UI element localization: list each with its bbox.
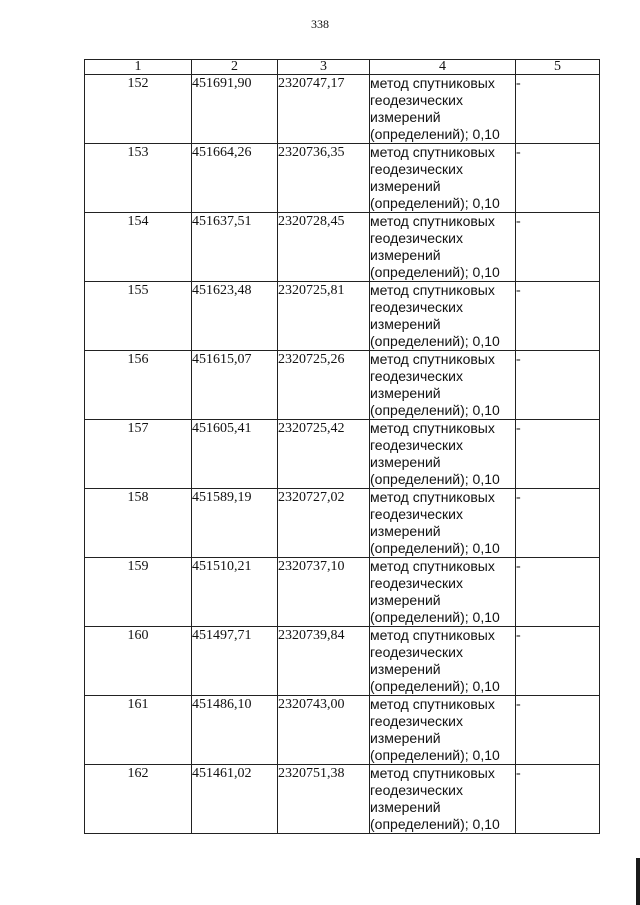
method-accuracy xyxy=(370,213,516,282)
coordinate-y: 2320743,00 xyxy=(278,696,370,765)
method-line: (определений); 0,10 xyxy=(370,195,500,211)
table-row xyxy=(85,144,600,213)
method-line: измерений xyxy=(370,247,441,263)
table-row xyxy=(85,627,600,696)
point-number: 152 xyxy=(85,75,192,144)
point-number: 156 xyxy=(85,351,192,420)
note-value: - xyxy=(516,489,600,558)
header-col-3: 3 xyxy=(278,60,370,75)
coordinate-y: 2320751,38 xyxy=(278,765,370,834)
table-row xyxy=(85,351,600,420)
method-line: геодезических xyxy=(370,92,463,108)
method-line: метод спутниковых xyxy=(370,144,495,160)
coordinate-x: 451461,02 xyxy=(192,765,278,834)
method-line: геодезических xyxy=(370,299,463,315)
table-row xyxy=(85,75,600,144)
method-accuracy xyxy=(370,627,516,696)
coordinates-table xyxy=(84,59,600,834)
note-value: - xyxy=(516,351,600,420)
page-number: 338 xyxy=(311,17,329,31)
header-col-4: 4 xyxy=(370,60,516,75)
header-row xyxy=(85,60,600,75)
point-number: 155 xyxy=(85,282,192,351)
method-line: (определений); 0,10 xyxy=(370,471,500,487)
method-line: метод спутниковых xyxy=(370,765,495,781)
method-line: (определений); 0,10 xyxy=(370,402,500,418)
coordinate-y: 2320728,45 xyxy=(278,213,370,282)
coordinate-x: 451589,19 xyxy=(192,489,278,558)
method-line: (определений); 0,10 xyxy=(370,609,500,625)
table-row xyxy=(85,765,600,834)
method-accuracy xyxy=(370,420,516,489)
point-number: 154 xyxy=(85,213,192,282)
method-line: геодезических xyxy=(370,506,463,522)
point-number: 153 xyxy=(85,144,192,213)
method-accuracy xyxy=(370,144,516,213)
point-number: 160 xyxy=(85,627,192,696)
method-line: метод спутниковых xyxy=(370,696,495,712)
table-row xyxy=(85,558,600,627)
note-value: - xyxy=(516,420,600,489)
coordinate-x: 451605,41 xyxy=(192,420,278,489)
table-row xyxy=(85,420,600,489)
header-col-1: 1 xyxy=(85,60,192,75)
method-line: геодезических xyxy=(370,713,463,729)
coordinate-y: 2320736,35 xyxy=(278,144,370,213)
point-number: 159 xyxy=(85,558,192,627)
coordinate-x: 451615,07 xyxy=(192,351,278,420)
method-line: геодезических xyxy=(370,575,463,591)
note-value: - xyxy=(516,765,600,834)
method-accuracy xyxy=(370,696,516,765)
method-line: геодезических xyxy=(370,161,463,177)
coordinate-y: 2320739,84 xyxy=(278,627,370,696)
coordinate-x: 451486,10 xyxy=(192,696,278,765)
scan-edge-mark xyxy=(636,858,640,905)
coordinate-y: 2320725,26 xyxy=(278,351,370,420)
coordinate-y: 2320727,02 xyxy=(278,489,370,558)
method-line: метод спутниковых xyxy=(370,627,495,643)
point-number: 161 xyxy=(85,696,192,765)
method-line: метод спутниковых xyxy=(370,489,495,505)
method-accuracy xyxy=(370,558,516,627)
note-value: - xyxy=(516,627,600,696)
method-line: (определений); 0,10 xyxy=(370,333,500,349)
table-row xyxy=(85,489,600,558)
coordinate-x: 451510,21 xyxy=(192,558,278,627)
note-value: - xyxy=(516,213,600,282)
method-line: геодезических xyxy=(370,644,463,660)
method-line: геодезических xyxy=(370,437,463,453)
coordinate-y: 2320725,81 xyxy=(278,282,370,351)
method-line: (определений); 0,10 xyxy=(370,816,500,832)
header-col-2: 2 xyxy=(192,60,278,75)
coordinate-y: 2320725,42 xyxy=(278,420,370,489)
method-line: геодезических xyxy=(370,230,463,246)
method-line: измерений xyxy=(370,316,441,332)
table-row xyxy=(85,213,600,282)
method-line: геодезических xyxy=(370,368,463,384)
method-line: метод спутниковых xyxy=(370,75,495,91)
method-line: (определений); 0,10 xyxy=(370,264,500,280)
method-accuracy xyxy=(370,75,516,144)
table-body xyxy=(85,75,600,834)
note-value: - xyxy=(516,75,600,144)
method-line: измерений xyxy=(370,109,441,125)
note-value: - xyxy=(516,558,600,627)
method-line: метод спутниковых xyxy=(370,282,495,298)
coordinate-y: 2320737,10 xyxy=(278,558,370,627)
method-line: метод спутниковых xyxy=(370,558,495,574)
method-line: измерений xyxy=(370,592,441,608)
note-value: - xyxy=(516,282,600,351)
note-value: - xyxy=(516,696,600,765)
method-line: (определений); 0,10 xyxy=(370,678,500,694)
coordinate-x: 451637,51 xyxy=(192,213,278,282)
method-line: измерений xyxy=(370,385,441,401)
method-line: геодезических xyxy=(370,782,463,798)
method-accuracy xyxy=(370,282,516,351)
point-number: 158 xyxy=(85,489,192,558)
coordinate-x: 451691,90 xyxy=(192,75,278,144)
method-accuracy xyxy=(370,351,516,420)
method-accuracy xyxy=(370,765,516,834)
header-col-5: 5 xyxy=(516,60,600,75)
coordinate-y: 2320747,17 xyxy=(278,75,370,144)
method-line: метод спутниковых xyxy=(370,420,495,436)
note-value: - xyxy=(516,144,600,213)
coordinate-x: 451664,26 xyxy=(192,144,278,213)
method-line: измерений xyxy=(370,523,441,539)
table-row xyxy=(85,696,600,765)
method-line: (определений); 0,10 xyxy=(370,126,500,142)
coordinate-x: 451497,71 xyxy=(192,627,278,696)
coordinate-x: 451623,48 xyxy=(192,282,278,351)
point-number: 162 xyxy=(85,765,192,834)
method-line: (определений); 0,10 xyxy=(370,747,500,763)
table-row xyxy=(85,282,600,351)
method-line: измерений xyxy=(370,661,441,677)
point-number: 157 xyxy=(85,420,192,489)
method-accuracy xyxy=(370,489,516,558)
method-line: измерений xyxy=(370,178,441,194)
method-line: метод спутниковых xyxy=(370,351,495,367)
method-line: измерений xyxy=(370,730,441,746)
method-line: метод спутниковых xyxy=(370,213,495,229)
method-line: измерений xyxy=(370,454,441,470)
method-line: (определений); 0,10 xyxy=(370,540,500,556)
method-line: измерений xyxy=(370,799,441,815)
